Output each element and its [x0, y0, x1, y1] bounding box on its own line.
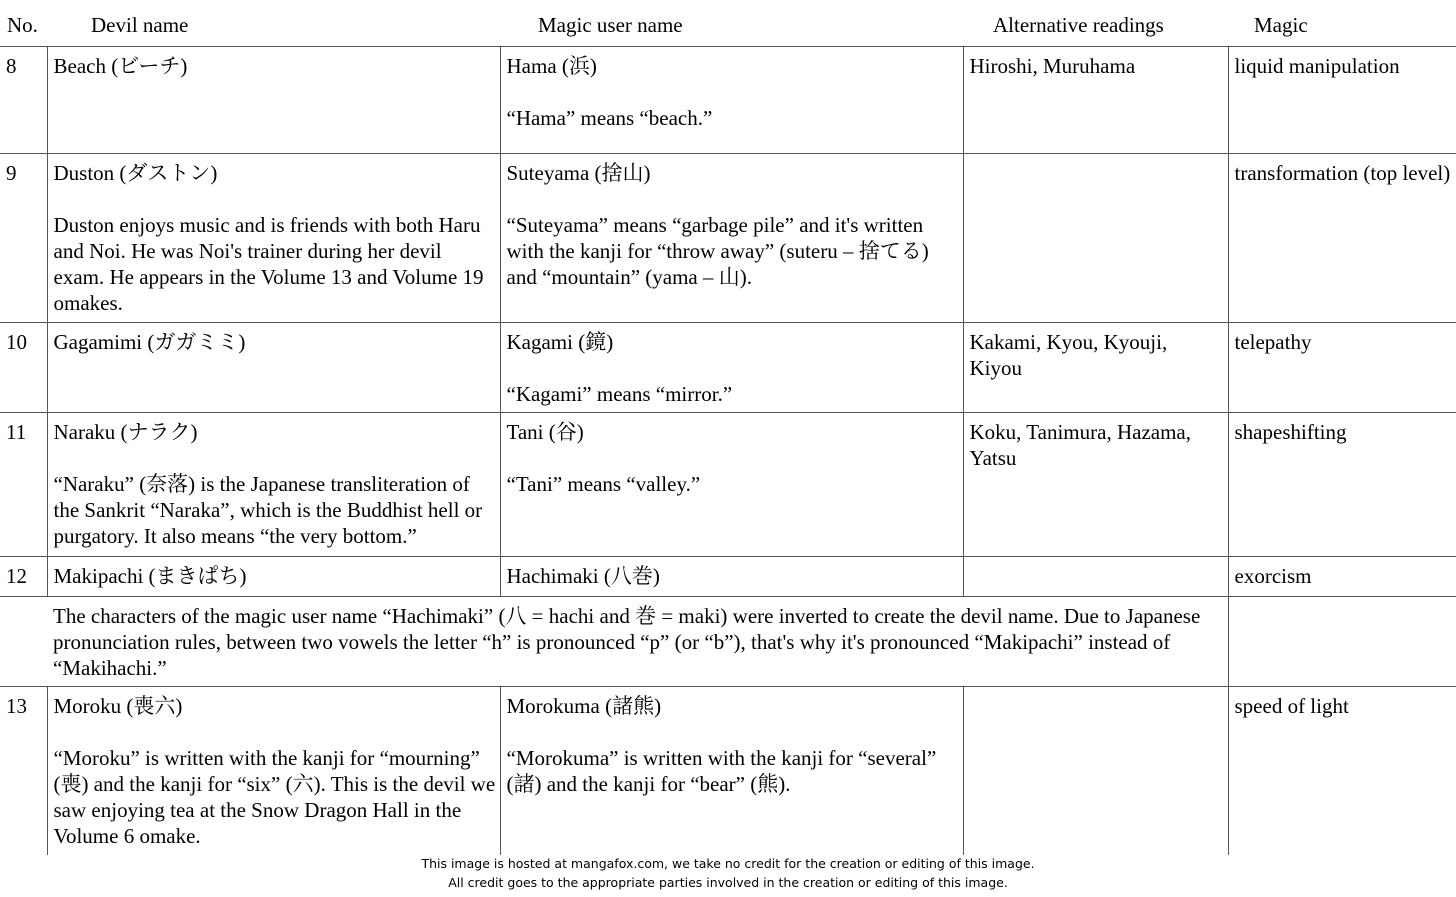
magic-user-name: Morokuma (諸熊)	[506, 694, 662, 718]
magic-user-note: “Kagami” means “mirror.”	[506, 382, 733, 406]
devil-name: Naraku (ナラク)	[53, 420, 198, 444]
devil-name-cell	[47, 47, 500, 154]
row-number: 8	[0, 47, 47, 154]
table-row	[0, 47, 1456, 154]
hosting-credit-line-2: All credit goes to the appropriate parties involved in the creation or editing of this image.	[448, 875, 1008, 890]
magic-user-note: “Morokuma” is written with the kanji for “several” (諸) and the kanji for “bear” (熊).	[506, 746, 937, 796]
magic-user-note: “Tani” means “valley.”	[506, 472, 701, 496]
alternative-readings-cell: Kakami, Kyou, Kyouji, Kiyou	[963, 323, 1228, 413]
magic-user-note: “Suteyama” means “garbage pile” and it's written with the kanji for “throw away” (suteru – 捨てる) and “mountain” (yama – 山).	[506, 213, 929, 289]
table-row	[0, 413, 1456, 557]
devil-name-cell	[47, 413, 500, 557]
magic-cell: telepathy	[1228, 323, 1456, 413]
magic-user-note: “Hama” means “beach.”	[506, 106, 713, 130]
header-magic: Magic	[1228, 6, 1456, 47]
alternative-readings-cell	[963, 557, 1228, 597]
row-number: 11	[0, 413, 47, 557]
hosting-credit-line-1: This image is hosted at mangafox.com, we take no credit for the creation or editing of this image.	[421, 856, 1035, 871]
alternative-readings-cell	[963, 154, 1228, 323]
magic-user-name: Suteyama (捨山)	[506, 161, 651, 185]
devil-name: Duston (ダストン)	[53, 161, 218, 185]
header-devil-name: Devil name	[47, 6, 500, 47]
table-row	[0, 557, 1456, 597]
magic-user-cell	[500, 557, 963, 597]
devil-name: Moroku (喪六)	[53, 694, 183, 718]
alternative-readings-cell: Hiroshi, Muruhama	[963, 47, 1228, 154]
magic-user-cell	[500, 687, 963, 855]
magic-user-cell	[500, 47, 963, 154]
magic-user-cell	[500, 154, 963, 323]
row-number-empty	[0, 597, 47, 687]
header-no: No.	[0, 6, 47, 47]
table-row	[0, 687, 1456, 855]
devil-name-cell	[47, 154, 500, 323]
magic-user-cell	[500, 323, 963, 413]
magic-cell: exorcism	[1228, 557, 1456, 597]
alternative-readings-cell: Koku, Tanimura, Hazama, Yatsu	[963, 413, 1228, 557]
table-row	[0, 154, 1456, 323]
magic-user-name: Hama (浜)	[506, 54, 597, 78]
devil-note: “Naraku” (奈落) is the Japanese transliteration of the Sankrit “Naraka”, which is the Buddhist hell or purgatory. It also means “the very bottom.”	[53, 472, 483, 548]
magic-cell: speed of light	[1228, 687, 1456, 855]
devil-names-table	[0, 6, 1456, 855]
devil-note: “Moroku” is written with the kanji for “mourning” (喪) and the kanji for “six” (六). This is the devil we saw enjoying tea at the Snow Dragon Hall in the Volume 6 omake.	[53, 746, 496, 848]
makipachi-note-cell: The characters of the magic user name “Hachimaki” (八 = hachi and 巻 = maki) were inverted to create the devil name. Due to Japanese pronunciation rules, between two vowels the letter “h” is pronounced “p” (or “b”), that's why it's pronounced “Makipachi” instead of “Makihachi.”	[47, 597, 1228, 687]
row-number: 12	[0, 557, 47, 597]
devil-name-cell	[47, 323, 500, 413]
devil-name-cell	[47, 687, 500, 855]
magic-user-name: Hachimaki (八巻)	[506, 564, 660, 588]
magic-cell-empty	[1228, 597, 1456, 687]
magic-user-cell	[500, 413, 963, 557]
devil-note: Duston enjoys music and is friends with both Haru and Noi. He was Noi's trainer during her devil exam. He appears in the Volume 13 and Volume 19 omakes.	[53, 213, 484, 315]
magic-user-name: Tani (谷)	[506, 420, 584, 444]
devil-name-cell	[47, 557, 500, 597]
magic-cell: liquid manipulation	[1228, 47, 1456, 154]
table-row	[0, 323, 1456, 413]
magic-cell: transformation (top level)	[1228, 154, 1456, 323]
devil-name: Beach (ビーチ)	[53, 54, 188, 78]
devil-name: Gagamimi (ガガミミ)	[53, 330, 246, 354]
devil-name: Makipachi (まきぱち)	[53, 564, 247, 588]
magic-user-name: Kagami (鏡)	[506, 330, 614, 354]
header-alternative-readings: Alternative readings	[963, 6, 1228, 47]
magic-cell: shapeshifting	[1228, 413, 1456, 557]
table-row	[0, 597, 1456, 687]
header-magic-user-name: Magic user name	[500, 6, 963, 47]
row-number: 10	[0, 323, 47, 413]
header-row	[0, 6, 1456, 47]
row-number: 9	[0, 154, 47, 323]
alternative-readings-cell	[963, 687, 1228, 855]
row-number: 13	[6, 694, 27, 718]
